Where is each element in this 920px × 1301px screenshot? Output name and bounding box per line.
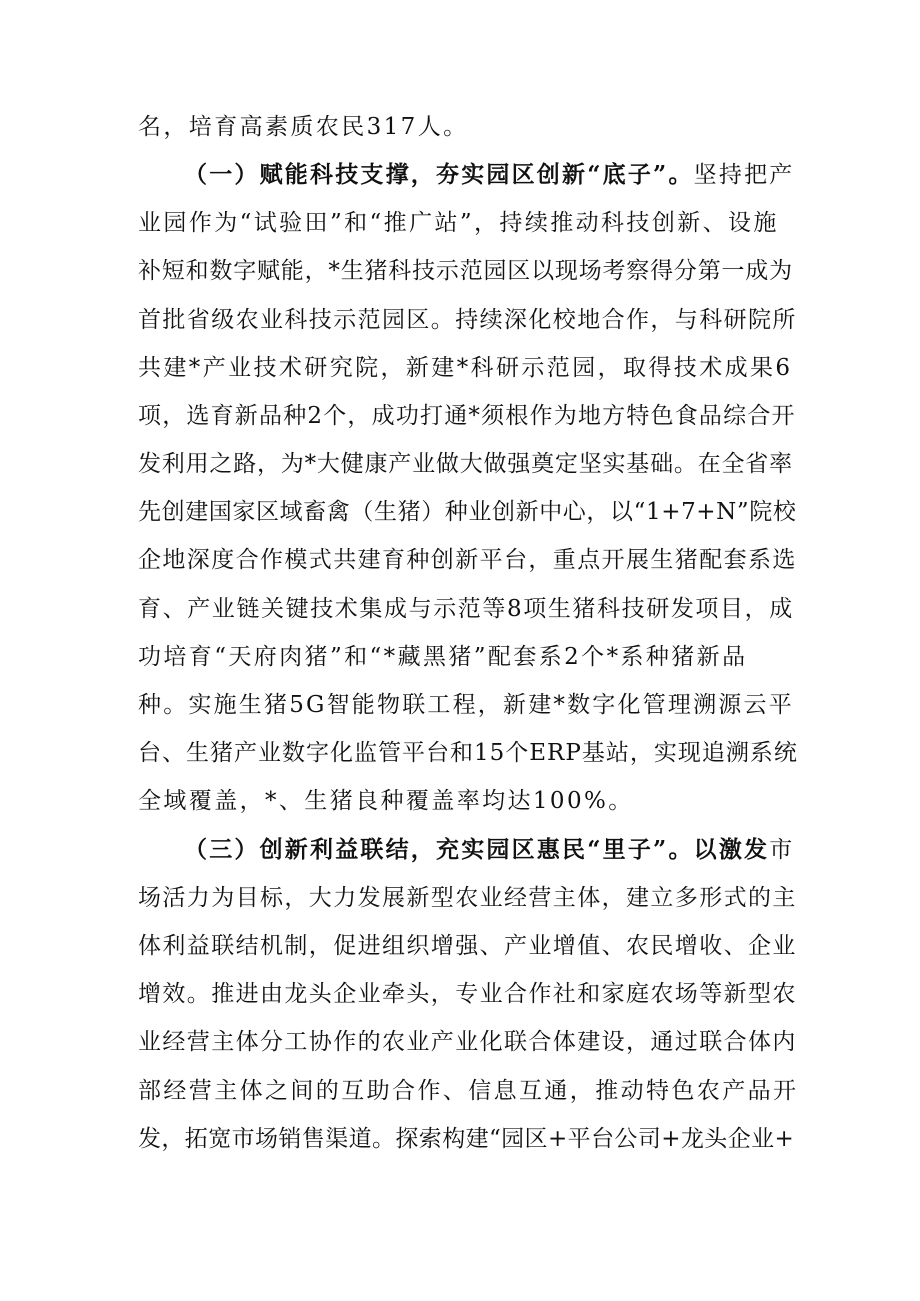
text-segment: 补短和数字赋能，*生猪科技示范园区以现场考察得分第一成为: [138, 258, 793, 284]
text-segment: 先创建国家区域畜禽（生猪）种业创新中心，以“1+7+N”院校: [138, 499, 797, 525]
text-line: [138, 251, 798, 291]
section-heading-line: [184, 155, 798, 195]
text-line: [138, 348, 798, 388]
text-line: [138, 492, 798, 532]
text-segment: 发，拓宽市场销售渠道。探索构建“园区+平台公司+龙头企业+: [138, 1126, 795, 1152]
section-heading: （一）赋能科技支撑，夯实园区创新“底子”。: [184, 161, 694, 188]
text-segment: 业园作为“试验田”和“推广站”，持续推动科技创新、设施: [138, 210, 779, 236]
text-segment: 企地深度合作模式共建育种创新平台，重点开展生猪配套系选: [138, 547, 797, 573]
text-segment: 部经营主体之间的互助合作、信息互通，推动特色农产品开: [138, 1078, 799, 1104]
text-segment: 首批省级农业科技示范园区。持续深化校地合作，与科研院所: [138, 307, 797, 333]
text-line: [138, 637, 798, 677]
text-segment: 体利益联结机制，促进组织增强、产业增值、农民增收、企业: [138, 933, 797, 959]
text-line: [138, 540, 798, 580]
text-segment: 发利用之路，为*大健康产业做大做强奠定坚实基础。在全省率: [138, 451, 793, 477]
text-segment: 增效。推进由龙头企业牵头，专业合作社和家庭农场等新型农: [138, 981, 797, 1007]
text-segment: 台、生猪产业数字化监管平台和15个ERP基站，实现追溯系统: [138, 740, 798, 766]
text-line: [138, 1022, 798, 1062]
text-line: [138, 107, 798, 147]
text-line: [138, 396, 798, 436]
text-segment: 名，培育高素质农民317人。: [138, 114, 469, 140]
text-line: [138, 926, 798, 966]
text-segment: 场活力为目标，大力发展新型农业经营主体，建立多形式的主: [138, 885, 797, 911]
text-segment: 坚持把产: [693, 162, 795, 188]
text-line: [138, 1071, 798, 1111]
section-heading: （三）创新利益联结，充实园区惠民“里子”。以激发: [184, 836, 770, 863]
text-segment: 共建*产业技术研究院，新建*科研示范园，取得技术成果6: [138, 355, 793, 381]
text-segment: 项，选育新品种2个，成功打通*须根作为地方特色食品综合开: [138, 403, 796, 429]
text-line: [138, 878, 798, 918]
text-segment: 市: [769, 837, 795, 863]
text-segment: 育、产业链关键技术集成与示范等8项生猪科技研发项目，成: [138, 596, 794, 622]
text-segment: 功培育“天府肉猪”和“*藏黑猪”配套系2个*系种猪新品: [138, 644, 748, 670]
text-line: [138, 203, 798, 243]
text-line: [138, 589, 798, 629]
text-segment: 种。实施生猪5G智能物联工程，新建*数字化管理溯源云平: [138, 692, 794, 718]
section-heading-line: [184, 830, 798, 870]
text-line: [138, 974, 798, 1014]
text-segment: 全域覆盖，*、生猪良种覆盖率均达100%。: [138, 788, 634, 814]
text-line: [138, 781, 798, 821]
text-line: [138, 444, 798, 484]
text-line: [138, 1119, 798, 1159]
text-line: [138, 300, 798, 340]
text-segment: 业经营主体分工协作的农业产业化联合体建设，通过联合体内: [138, 1029, 797, 1055]
text-line: [138, 685, 798, 725]
text-line: [138, 733, 798, 773]
